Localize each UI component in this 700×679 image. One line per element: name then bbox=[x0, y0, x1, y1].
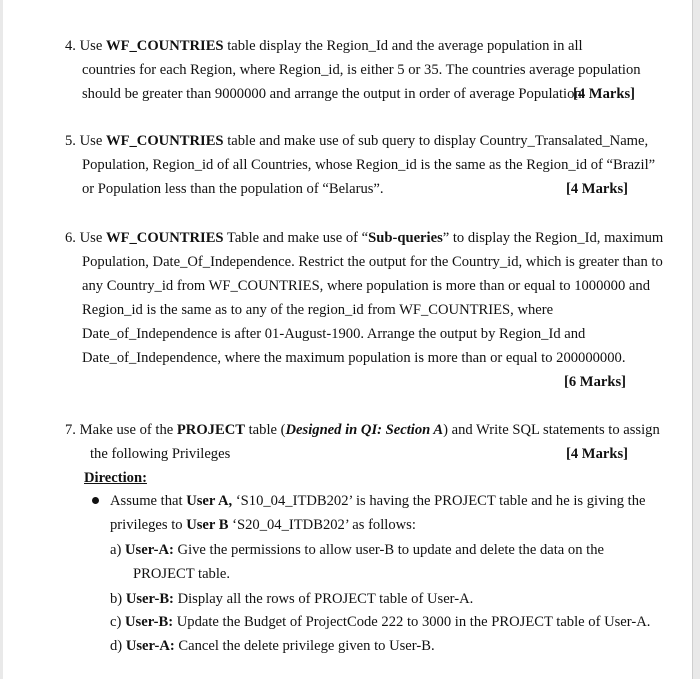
q7-line-1: 7. Make use of the PROJECT table (Designed in QI: Section A) and Write SQL statements to assign bbox=[65, 422, 660, 438]
q7-number: 7. bbox=[65, 422, 76, 438]
q6-line-2: Population, Date_Of_Independence. Restrict the output for the Country_id, which is greater than to bbox=[82, 254, 663, 270]
q6-number: 6. bbox=[65, 230, 76, 246]
table-name: WF_COUNTRIES bbox=[105, 133, 224, 149]
bullet-icon bbox=[92, 497, 99, 504]
q6-line-4: Region_id is the same as to any of the region_id from WF_COUNTRIES, where bbox=[82, 302, 554, 318]
list-item: d) User-A: Cancel the delete privilege given to User-B. bbox=[110, 638, 435, 654]
q6-line-3: any Country_id from WF_COUNTRIES, where population is more than or equal to 1000000 and bbox=[82, 278, 650, 294]
user-b-label: User B bbox=[186, 517, 229, 533]
q4-line-1: 4. Use WF_COUNTRIES table display the Region_Id and the average population in all bbox=[65, 38, 583, 54]
user-a-label: User A, bbox=[186, 493, 233, 509]
bullet-line-2: privileges to User B ‘S20_04_ITDB202’ as follows: bbox=[110, 517, 416, 533]
list-item-continuation: PROJECT table. bbox=[133, 566, 231, 582]
q5-line-3: or Population less than the population of “Belarus”. bbox=[82, 181, 384, 197]
q5-number: 5. bbox=[65, 133, 76, 149]
q6-marks: [6 Marks] bbox=[564, 374, 627, 390]
q7-line-2: the following Privileges bbox=[90, 446, 231, 462]
direction-heading: Direction: bbox=[84, 470, 147, 486]
q6-line-5: Date_of_Independence is after 01-August-1900. Arrange the output by Region_Id and bbox=[82, 326, 586, 342]
bullet-line-1: Assume that User A, ‘S10_04_ITDB202’ is having the PROJECT table and he is giving the bbox=[110, 493, 646, 509]
q5-marks: [4 Marks] bbox=[566, 181, 629, 197]
q7-marks: [4 Marks] bbox=[566, 446, 629, 462]
q5-line-2: Population, Region_id of all Countries, whose Region_id is the same as the Region_id of “Brazil” bbox=[82, 157, 656, 173]
list-item: c) User-B: Update the Budget of ProjectCode 222 to 3000 in the PROJECT table of User-A. bbox=[110, 614, 651, 630]
q4-marks: [4 Marks] bbox=[573, 86, 636, 102]
table-name: WF_COUNTRIES bbox=[105, 230, 224, 246]
sub-queries-term: Sub-queries bbox=[368, 230, 443, 246]
list-item: a) User-A: Give the permissions to allow user-B to update and delete the data on the bbox=[110, 542, 604, 558]
list-item: b) User-B: Display all the rows of PROJECT table of User-A. bbox=[110, 591, 474, 607]
table-name: WF_COUNTRIES bbox=[105, 38, 224, 54]
q4-number: 4. bbox=[65, 38, 76, 54]
table-name: PROJECT bbox=[176, 422, 245, 438]
document-page bbox=[3, 0, 693, 679]
q4-line-2: countries for each Region, where Region_id, is either 5 or 35. The countries average population bbox=[82, 62, 641, 78]
design-reference: Designed in QI: Section A bbox=[285, 422, 444, 438]
q4-line-3: should be greater than 9000000 and arrange the output in order of average Population. bbox=[82, 86, 586, 102]
q6-line-1: 6. Use WF_COUNTRIES Table and make use of “Sub-queries” to display the Region_Id, maximum bbox=[65, 230, 664, 246]
q5-line-1: 5. Use WF_COUNTRIES table and make use of sub query to display Country_Transalated_Name, bbox=[65, 133, 649, 149]
q6-line-6: Date_of_Independence, where the maximum population is more than or equal to 200000000. bbox=[82, 350, 626, 366]
